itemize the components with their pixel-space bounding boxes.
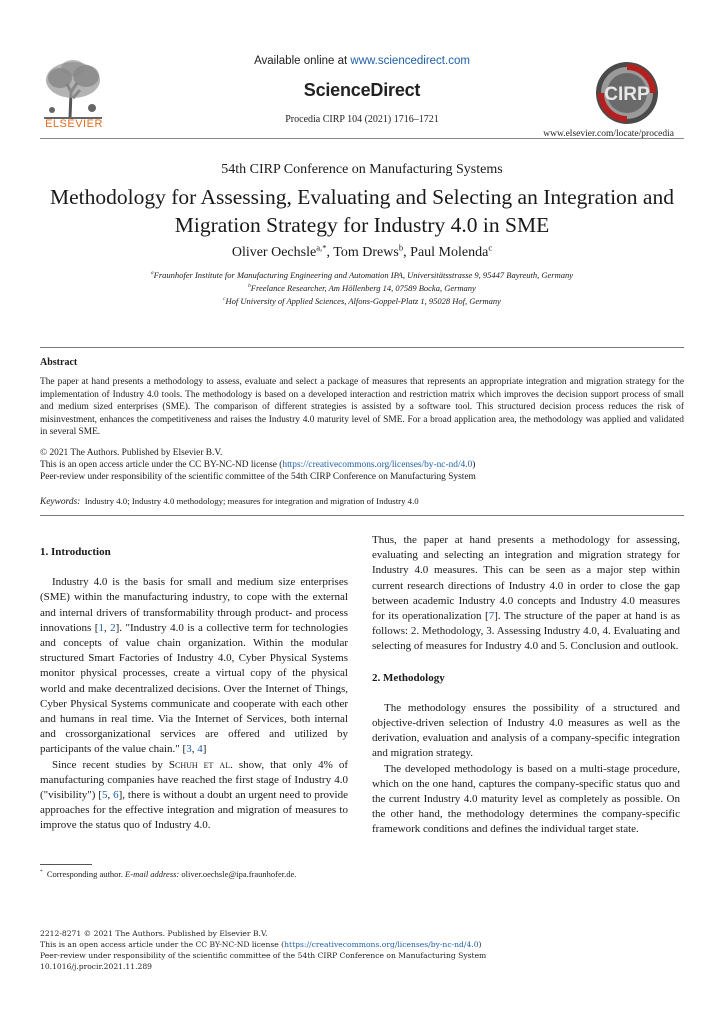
paragraph: The developed methodology is based on a multi-stage procedure, which on the one hand, captures the company-specific status quo and the current Industry 4.0 maturity level as completely as possible. On the other hand, the methodology determines the company-specific framework conditions and defines the individual target state.: [372, 762, 680, 836]
abstract-heading: Abstract: [40, 357, 78, 368]
cirp-logo: [594, 60, 660, 126]
paragraph: The methodology ensures the possibility of a structured and objective-driven selection of Industry 4.0 measures as well as the derivation, evaluation and analysis of a company-specific integration and migration strategy.: [372, 701, 680, 760]
citation-link[interactable]: 4: [197, 743, 203, 756]
peer-review-line: Peer-review under responsibility of the scientific committee of the 54th CIRP Conference on Manufacturing System: [40, 472, 476, 482]
abstract-divider-bottom: [40, 515, 684, 516]
citation-link[interactable]: 6: [113, 789, 119, 802]
corresponding-author-footnote: * Corresponding author. E-mail address: oliver.oechsle@ipa.fraunhofer.de.: [40, 869, 297, 879]
author-name: Oliver Oechsle: [231, 245, 317, 260]
footer-license-link[interactable]: https://creativecommons.org/licenses/by-nc-nd/4.0: [284, 940, 479, 949]
availability-line: Available online at www.sciencedirect.com: [254, 55, 470, 67]
journal-reference: Procedia CIRP 104 (2021) 1716–1721: [285, 114, 439, 125]
paragraph: Since recent studies by Schuh et al. show, that only 4% of manufacturing companies have reached the first stage of Industry 4.0 ("visibility") [5, 6], there is without a doubt an urgent need to provide approaches for the effective integration and migration of measures to improve the status quo of Industry 4.0.: [40, 758, 348, 832]
conference-name: 54th CIRP Conference on Manufacturing Systems: [221, 162, 503, 177]
affiliation: $^a$Fraunhofer Institute for Manufacturing Engineering and Automation IPA, Universitätsstrasse 9, 95447 Bayreuth, Germany: [150, 270, 574, 280]
author-name: Tom Drews: [333, 245, 399, 260]
author-affiliation-mark: b: [398, 242, 404, 253]
citation-link[interactable]: 1: [98, 621, 104, 634]
license-line: This is an open access article under the CC BY-NC-ND license (https://creativecommons.org/licenses/by-nc-nd/4.0): [40, 460, 476, 470]
citation-link[interactable]: 2: [110, 621, 116, 634]
section-heading: 1. Introduction: [40, 546, 111, 558]
author-affiliation-mark: a,*: [316, 242, 327, 253]
keywords-text: Industry 4.0; Industry 4.0 methodology; measures for integration and migration of Industry 4.0: [84, 496, 419, 506]
paragraph: Industry 4.0 is the basis for small and medium size enterprises (SME) within the manufacturing industry, to cope with the external and internal drivers of transformability through product- and process innovations [1, 2]. "Industry 4.0 is a collective term for technologies and concepts of value chain organization. Within the modular structured Smart Factories of Industry 4.0, Cyber Physical Systems monitor physical processes, create a virtual copy of the physical world and make decentralized decisions. Over the Internet of Things, Cyber Physical Systems communicate and cooperate with each other and humans in real time. Via the Internet of Services, both internal and crossorganizational services are offered and utilized by participants of the value chain." [3, 4]: [40, 576, 348, 756]
right-column: [372, 533, 680, 838]
footer-peer-review: Peer-review under responsibility of the scientific committee of the 54th CIRP Conference on Manufacturing System: [40, 951, 487, 960]
citation-link[interactable]: 3: [186, 743, 192, 756]
paper-title: Methodology for Assessing, Evaluating and Selecting an Integration and Migration Strategy for Industry 4.0 in SME: [50, 185, 674, 237]
sciencedirect-link[interactable]: www.sciencedirect.com: [350, 55, 470, 67]
doi[interactable]: 10.1016/j.procir.2021.11.289: [40, 962, 152, 971]
platform-name: ScienceDirect: [303, 80, 421, 100]
publisher-name: ELSEVIER: [45, 118, 103, 130]
keywords-label: Keywords:: [40, 497, 81, 507]
svg-text:CIRP: CIRP: [604, 84, 650, 105]
author-email[interactable]: oliver.oechsle@ipa.fraunhofer.de.: [181, 869, 297, 879]
citation-link[interactable]: 7: [488, 610, 495, 623]
footnote-divider: [40, 864, 92, 865]
author-name: Paul Molenda: [410, 245, 489, 260]
copyright-line: © 2021 The Authors. Published by Elsevier B.V.: [40, 448, 223, 458]
license-link[interactable]: https://creativecommons.org/licenses/by-nc-nd/4.0: [282, 460, 473, 470]
author-list: Oliver Oechsle$^{a,*}$, Tom Drews$^b$, Paul Molenda$^c$: [231, 242, 493, 260]
left-column: [40, 545, 348, 834]
page-footer: [40, 928, 684, 972]
footer-license: This is an open access article under the CC BY-NC-ND license (https://creativecommons.org/licenses/by-nc-nd/4.0): [40, 940, 482, 949]
keywords: [40, 496, 684, 507]
section-heading: 2. Methodology: [372, 671, 445, 684]
paragraph: Thus, the paper at hand presents a methodology for assessing, evaluating and selecting an integration and migration strategy for Industry 4.0 measures. This can be seen as a major step within current research directions of Industry 4.0 in order to close the gap between academic Industry 4.0 concepts and Industry 4.0 measures for its operationalization [7]. The structure of the paper at hand is as follows: 2. Methodology, 3. Assessing Industry 4.0, 4. Evaluating and selecting of measures for Industry 4.0 and 5. Conclusion and outlook.: [372, 534, 680, 653]
abstract-divider-top: [40, 347, 684, 348]
journal-homepage-link[interactable]: www.elsevier.com/locate/procedia: [543, 129, 674, 139]
affiliation: $^c$Hof University of Applied Sciences, Alfons-Goppel-Platz 1, 95028 Hof, Germany: [223, 296, 501, 306]
citation-link[interactable]: 5: [101, 789, 108, 802]
author-affiliation-mark: c: [488, 242, 493, 253]
affiliation: $^b$Freelance Researcher, Am Höllenberg 14, 07589 Bocka, Germany: [248, 283, 476, 293]
cited-author: Schuh et al.: [168, 758, 233, 771]
header-divider: [40, 138, 684, 139]
abstract-text: The paper at hand presents a methodology to assess, evaluate and select a package of measures that represents an appropriate integration and migration strategy for the implementation of Industry 4.0 tools. The methodology is based on a developed interaction and restriction matrix which improves the decision support process of small and medium sized enterprises (SME). The comparison of different strategies is assisted by a software tool. This structured decision process reduces the risk of misinvestment, enhances the competitiveness and raises the Industry 4.0 maturity level of SME. For a broad application area, the methodology was applied and validated in several SME.: [40, 377, 684, 438]
issn-copyright: 2212-8271 © 2021 The Authors. Published by Elsevier B.V.: [40, 929, 268, 938]
